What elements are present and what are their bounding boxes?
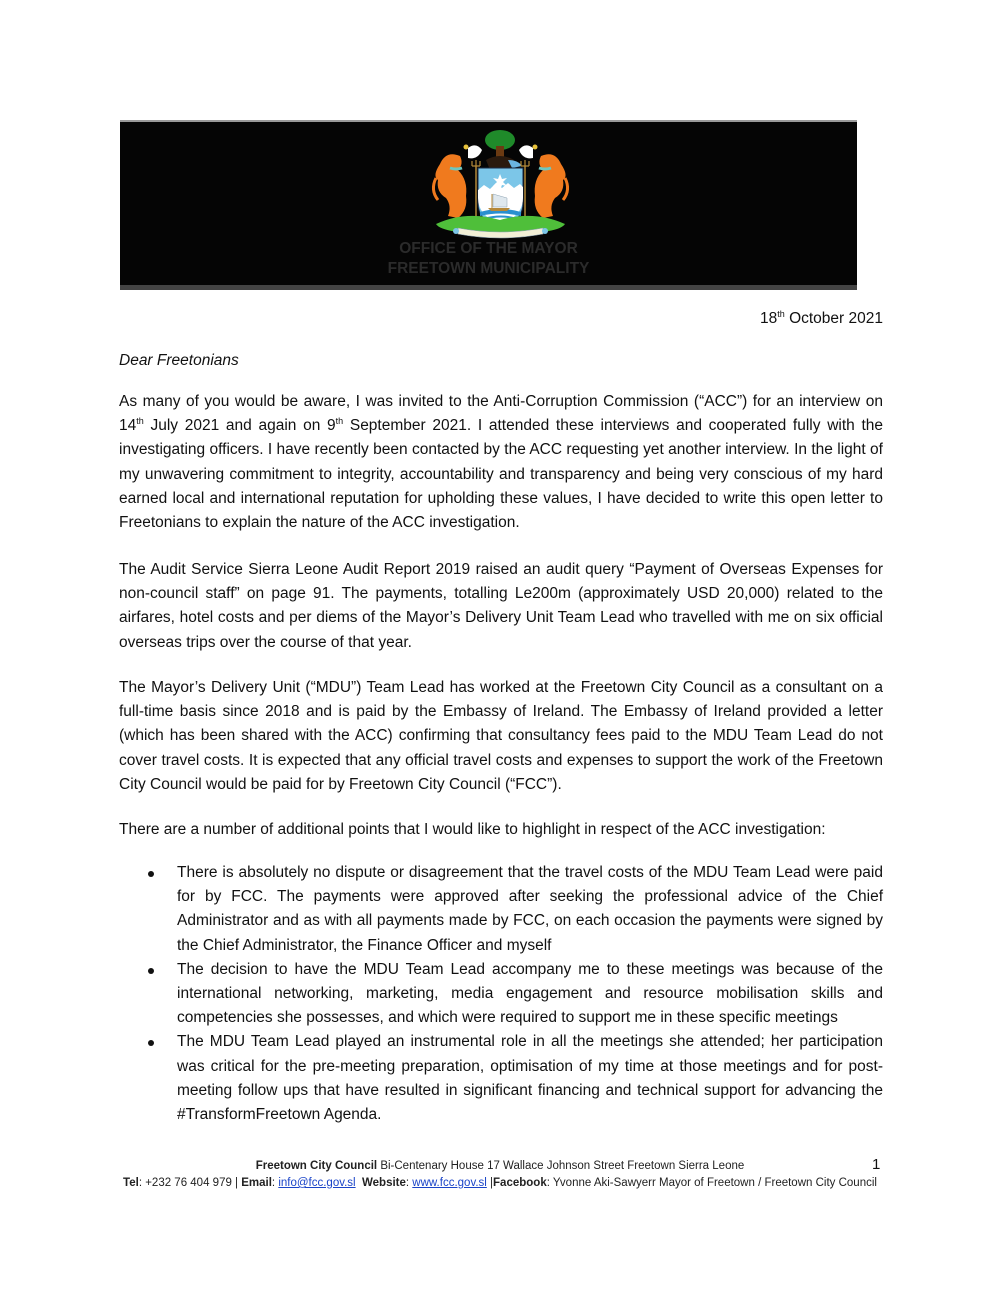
letter-date [760, 310, 883, 328]
bullet-icon [148, 1040, 154, 1046]
coat-of-arms-icon [428, 128, 573, 240]
list-item [119, 1030, 883, 1127]
footer-tel-value: : +232 76 404 979 | [138, 1177, 242, 1189]
paragraph-text: There are a number of additional points that I would like to highlight in respect of the ACC investigation: [119, 821, 826, 838]
page-footer [100, 1158, 900, 1192]
paragraph-text: As many of you would be aware, I was invited to the Anti-Corruption Commission (“ACC”) for an interview on 14 [119, 393, 883, 435]
footer-contact-line [100, 1175, 900, 1192]
ordinal-suffix: th [335, 416, 344, 427]
letterhead-banner [120, 120, 857, 290]
footer-org-name: Freetown City Council [255, 1160, 378, 1172]
separator: : [405, 1177, 413, 1189]
list-item-text: The MDU Team Lead played an instrumental role in all the meetings she attended; her participation was critical for the pre-meeting preparation, optimisation of my time at those meetings and for post-meeting follow ups that have resulted in significant financing and technical support for advancing the #TransformFreetown Agenda. [177, 1033, 883, 1124]
footer-website-label: Website [362, 1177, 406, 1189]
separator: : [271, 1177, 279, 1189]
footer-facebook-label: Facebook [493, 1177, 547, 1189]
bullet-list [119, 861, 883, 1127]
list-item-text: There is absolutely no dispute or disagreement that the travel costs of the MDU Team Lead were paid for by FCC. The payments were approved after seeking the professional advice of the Chief Administrator and as with all payments made by FCC, on each occasion the payments were signed by the Chief Administrator, the Finance Officer and myself [177, 864, 883, 954]
footer-facebook-value: : Yvonne Aki-Sawyerr Mayor of Freetown / Freetown City Council [546, 1177, 877, 1189]
paragraph-acc-interview [119, 390, 883, 535]
paragraph-text: The Mayor’s Delivery Unit (“MDU”) Team Lead has worked at the Freetown City Council as a consultant on a full-time basis since 2018 and is paid by the Embassy of Ireland. The Embassy of Ireland provided a letter (which has been shared with the ACC) confirming that consultancy fees paid to the MDU Team Lead do not cover travel costs. It is expected that any official travel costs and expenses to support the work of the Freetown City Council would be paid for by Freetown City Council (“FCC”). [119, 679, 883, 793]
bullet-icon [148, 871, 154, 877]
bullet-icon [148, 968, 154, 974]
paragraph-text: July 2021 and again on 9 [143, 417, 336, 435]
paragraph-mdu-team-lead [119, 676, 883, 797]
paragraph-text: September 2021. I attended these interviews and cooperated fully with the investigating officers. I have recently been contacted by the ACC requesting yet another interview. In the light of my unwavering commitment to integrity, accountability and transparency and being very conscious of my hard earned local and international reputation for upholding these values, I have decided to write this open letter to Freetonians to explain the nature of the ACC investigation. [119, 417, 883, 532]
separator: | [486, 1177, 494, 1189]
paragraph-text: The Audit Service Sierra Leone Audit Report 2019 raised an audit query “Payment of Overseas Expenses for non-council staff” on page 91. The payments, totalling Le200m (approximately USD 20,000) related to the airfares, hotel costs and per diems of the Mayor’s Delivery Unit Team Lead who travelled with me on six official overseas trips over the course of that year. [119, 561, 883, 651]
office-title: OFFICE OF THE MAYOR [399, 240, 578, 257]
salutation: Dear Freetonians [119, 352, 239, 369]
page-number: 1 [872, 1156, 881, 1173]
footer-email-label: Email [241, 1177, 272, 1189]
date-month-year: October 2021 [784, 310, 883, 327]
letterhead-divider [120, 285, 857, 290]
municipality-title: FREETOWN MUNICIPALITY [387, 260, 590, 277]
list-item-text: The decision to have the MDU Team Lead accompany me to these meetings was because of the international networking, marketing, media engagement and resource mobilisation skills and competencies she possesses, and which were required to support me in these specific meetings [177, 960, 883, 1027]
paragraph-additional-points [119, 818, 883, 842]
date-suffix: th [777, 308, 785, 319]
date-day: 18 [760, 310, 778, 327]
footer-email-link[interactable]: info@fcc.gov.sl [278, 1177, 356, 1189]
footer-website-link[interactable]: www.fcc.gov.sl [412, 1177, 487, 1189]
ordinal-suffix: th [136, 416, 144, 427]
list-item [119, 861, 883, 958]
paragraph-audit-report [119, 558, 883, 655]
footer-address: Bi-Centenary House 17 Wallace Johnson Street Freetown Sierra Leone [377, 1160, 745, 1172]
footer-address-line [100, 1158, 900, 1175]
footer-tel-label: Tel [123, 1177, 139, 1189]
list-item [119, 958, 883, 1031]
